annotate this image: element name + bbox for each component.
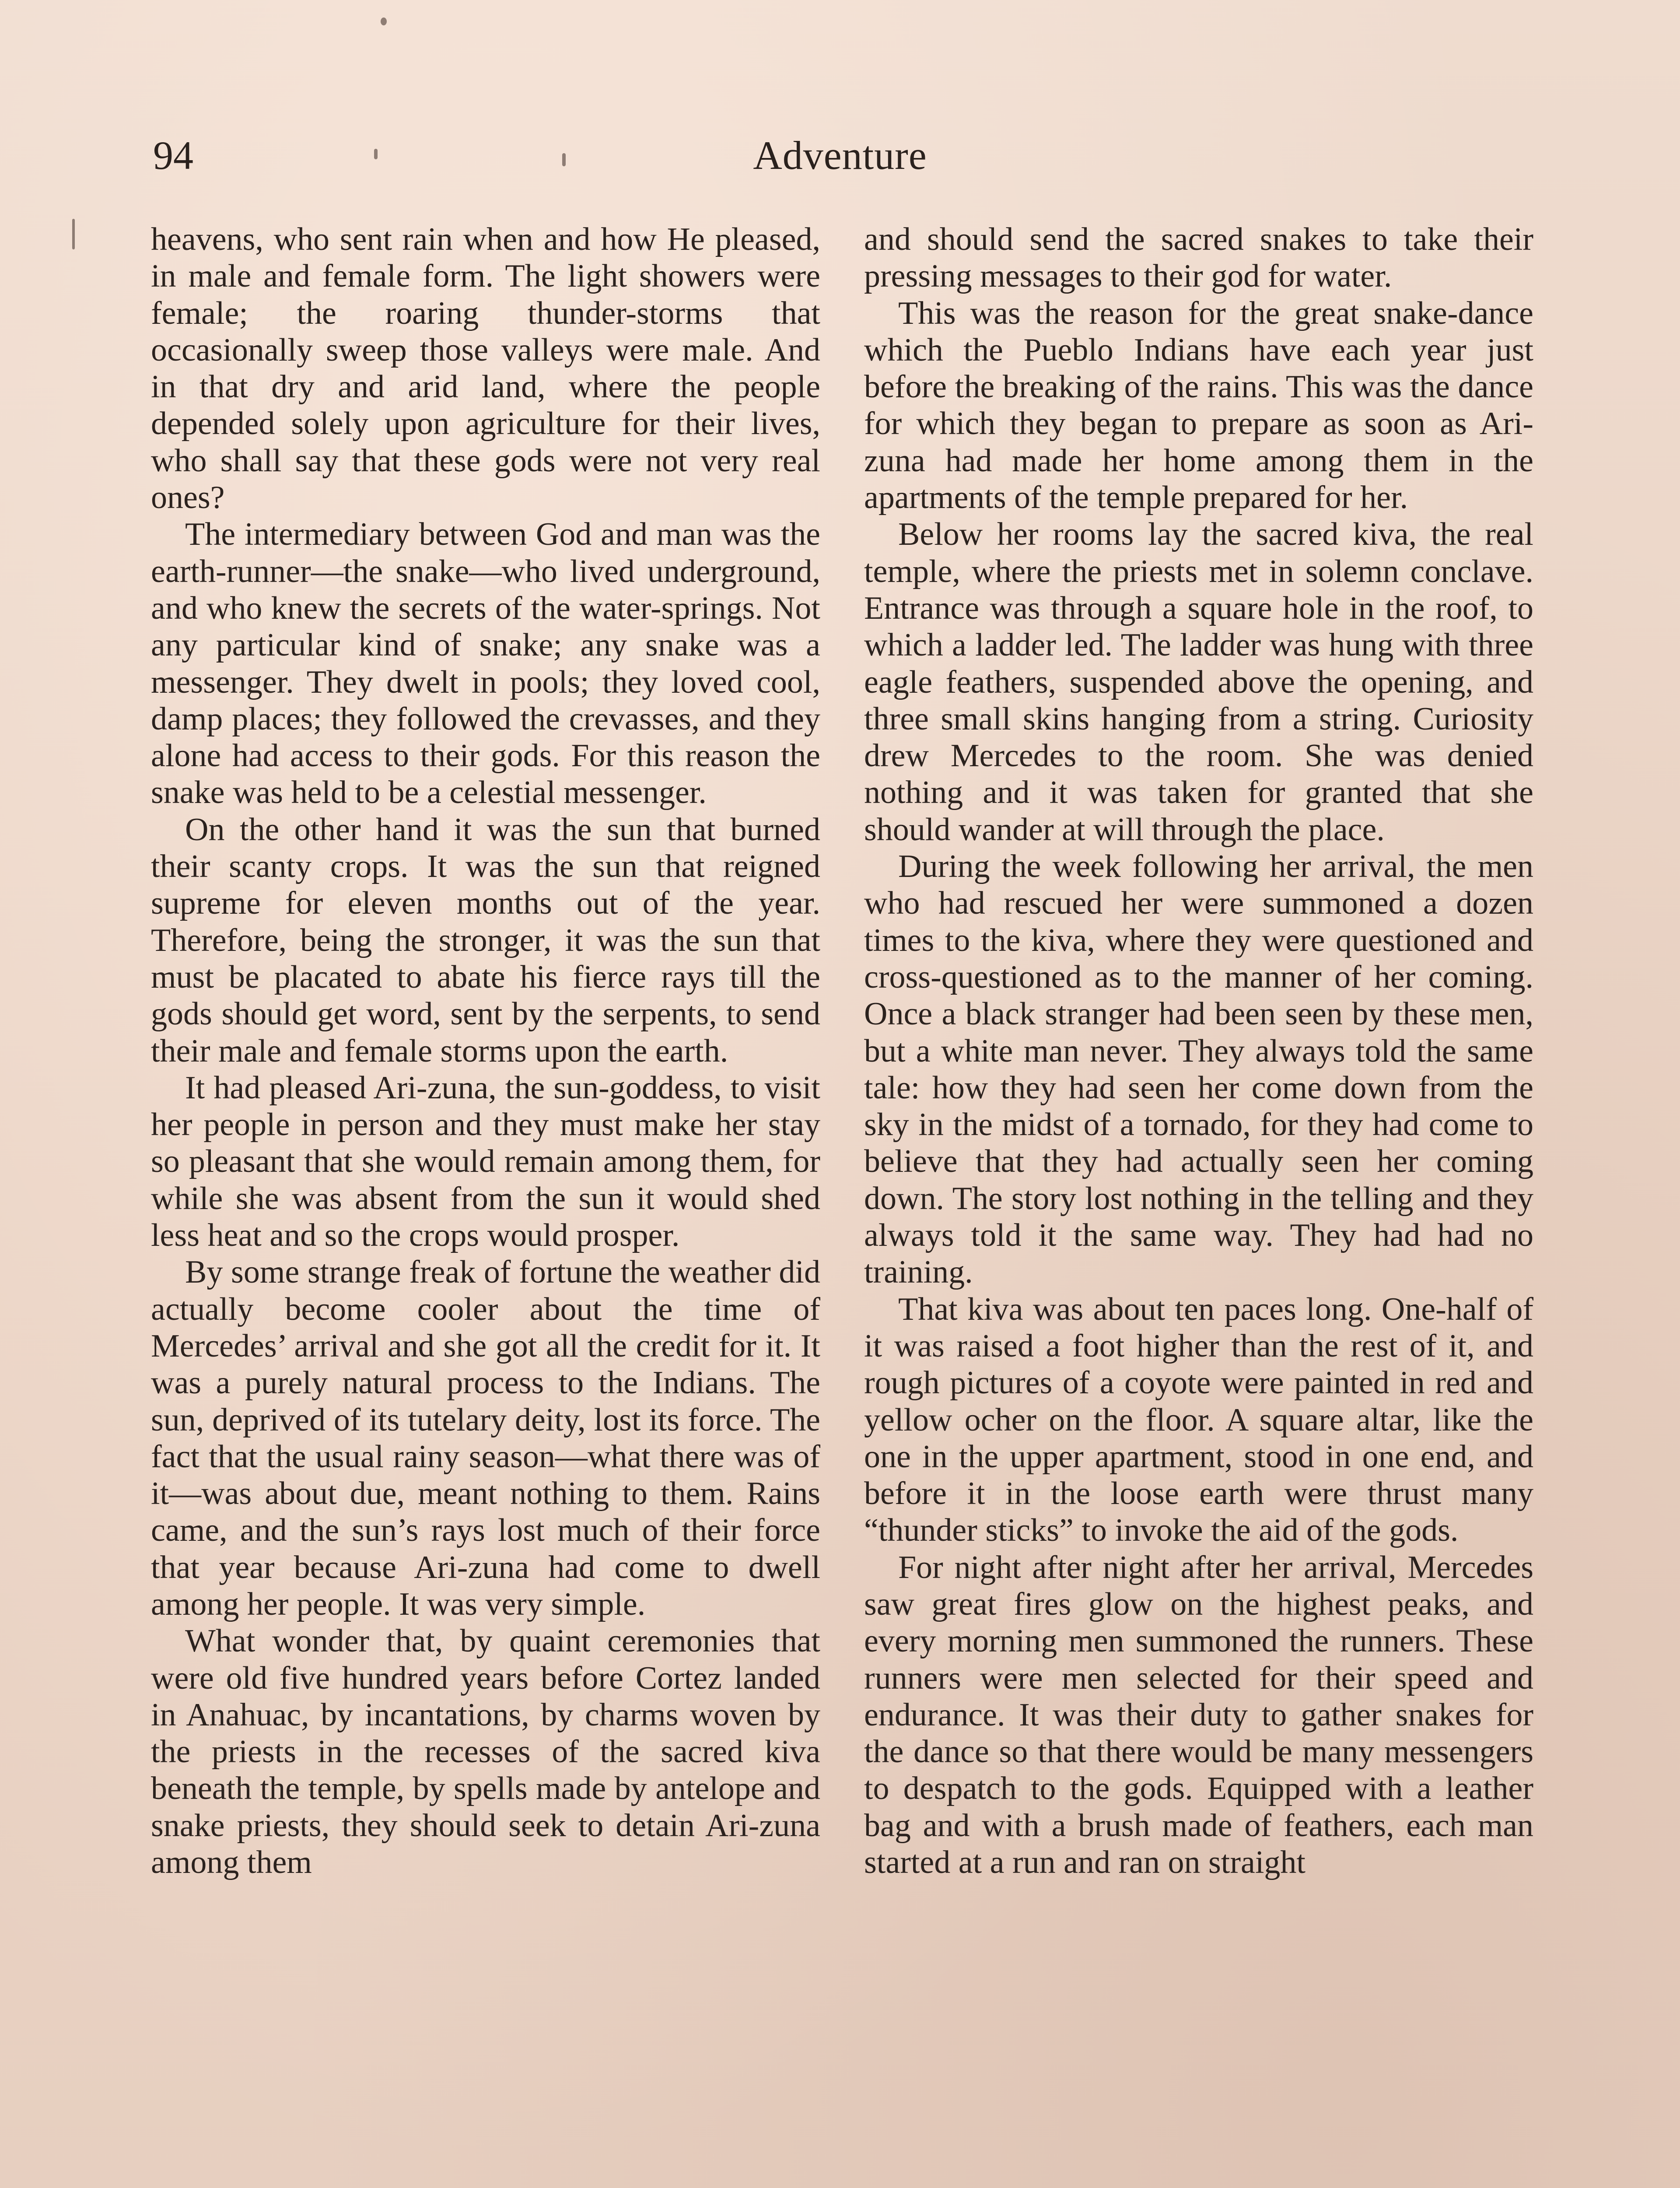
left-text-column — [151, 221, 820, 1881]
page-number: 94 — [153, 133, 193, 178]
paragraph: heavens, who sent rain when and how He pleased, in male and female form. The light showers were female; the roaring thunder-storms that occasionally sweep those valleys were male. And in that dry and arid land, where the people depended solely upon agriculture for their lives, who shall say that these gods were not very real ones? — [151, 221, 820, 516]
paragraph: On the other hand it was the sun that burned their scanty crops. It was the sun that reigned supreme for eleven months out of the year. Therefore, being the stronger, it was the sun that must be placated to abate his fierce rays till the gods should get word, sent by the serpents, to send their male and female storms upon the earth. — [151, 811, 820, 1069]
ink-speck — [72, 219, 75, 249]
paragraph: Below her rooms lay the sacred kiva, the real temple, where the priests met in solemn conclave. Entrance was through a square hole in the roof, to which a ladder led. The ladder was hung with three eagle feathers, suspended above the opening, and three small skins hanging from a string. Curiosity drew Mercedes to the room. She was denied nothing and it was taken for granted that she should wander at will through the place. — [864, 516, 1533, 848]
ink-speck — [381, 18, 387, 25]
paragraph: For night after night after her arrival, Mercedes saw great fires glow on the highest peaks, and every morning men summoned the runners. These runners were men selected for their speed and endurance. It was their duty to gather snakes for the dance so that there would be many messengers to despatch to the gods. Equipped with a leather bag and with a brush made of feathers, each man started at a run and ran on straight — [864, 1549, 1533, 1881]
paragraph: During the week following her arrival, the men who had rescued her were summoned a dozen times to the kiva, where they were questioned and cross-questioned as to the manner of her coming. Once a black stranger had been seen by these men, but a white man never. They always told the same tale: how they had seen her come down from the sky in the midst of a tornado, for they had come to believe that they had actually seen her coming down. The story lost nothing in the telling and they always told it the same way. They had had no training. — [864, 849, 1533, 1290]
paragraph: By some strange freak of fortune the weather did actually become cooler about the time of Mercedes’ arrival and she got all the credit for it. It was a purely natural process to the Indians. The sun, deprived of its tutelary deity, lost its force. The fact that the usual rainy season—what there was of it—was about due, meant nothing to them. Rains came, and the sun’s rays lost much of their force that year because Ari-zuna had come to dwell among her people. It was very simple. — [151, 1254, 820, 1622]
paragraph: It had pleased Ari-zuna, the sun-goddess, to visit her people in person and they must make her stay so pleasant that she would remain among them, for while she was absent from the sun it would shed less heat and so the crops would prosper. — [151, 1069, 820, 1254]
page-header — [149, 127, 1531, 193]
paragraph: and should send the sacred snakes to take their pressing messages to their god for water. — [864, 221, 1533, 295]
right-text-column — [864, 221, 1533, 1881]
paragraph: This was the reason for the great snake-dance which the Pueblo Indians have each year just before the breaking of the rains. This was the dance for which they began to prepare as soon as Ari-zuna had made her home among them in the apartments of the temple prepared for her. — [864, 295, 1533, 516]
paragraph: What wonder that, by quaint ceremonies that were old five hundred years before Cortez landed in Anahuac, by incantations, by charms woven by the priests in the recesses of the sacred kiva beneath the temple, by spells made by antelope and snake priests, they should seek to detain Ari-zuna among them — [151, 1623, 820, 1881]
running-head-title: Adventure — [753, 133, 927, 178]
paragraph: That kiva was about ten paces long. One-half of it was raised a foot higher than the rest of it, and rough pictures of a coyote were painted in red and yellow ocher on the floor. A square altar, like the one in the upper apartment, stood in one end, and before it in the loose earth were thrust many “thunder sticks” to invoke the aid of the gods. — [864, 1291, 1533, 1549]
paragraph: The intermediary between God and man was the earth-runner—the snake—who lived underground, and who knew the secrets of the water-springs. Not any particular kind of snake; any snake was a messenger. They dwelt in pools; they loved cool, damp places; they followed the crevasses, and they alone had access to their gods. For this reason the snake was held to be a celestial messenger. — [151, 516, 820, 811]
